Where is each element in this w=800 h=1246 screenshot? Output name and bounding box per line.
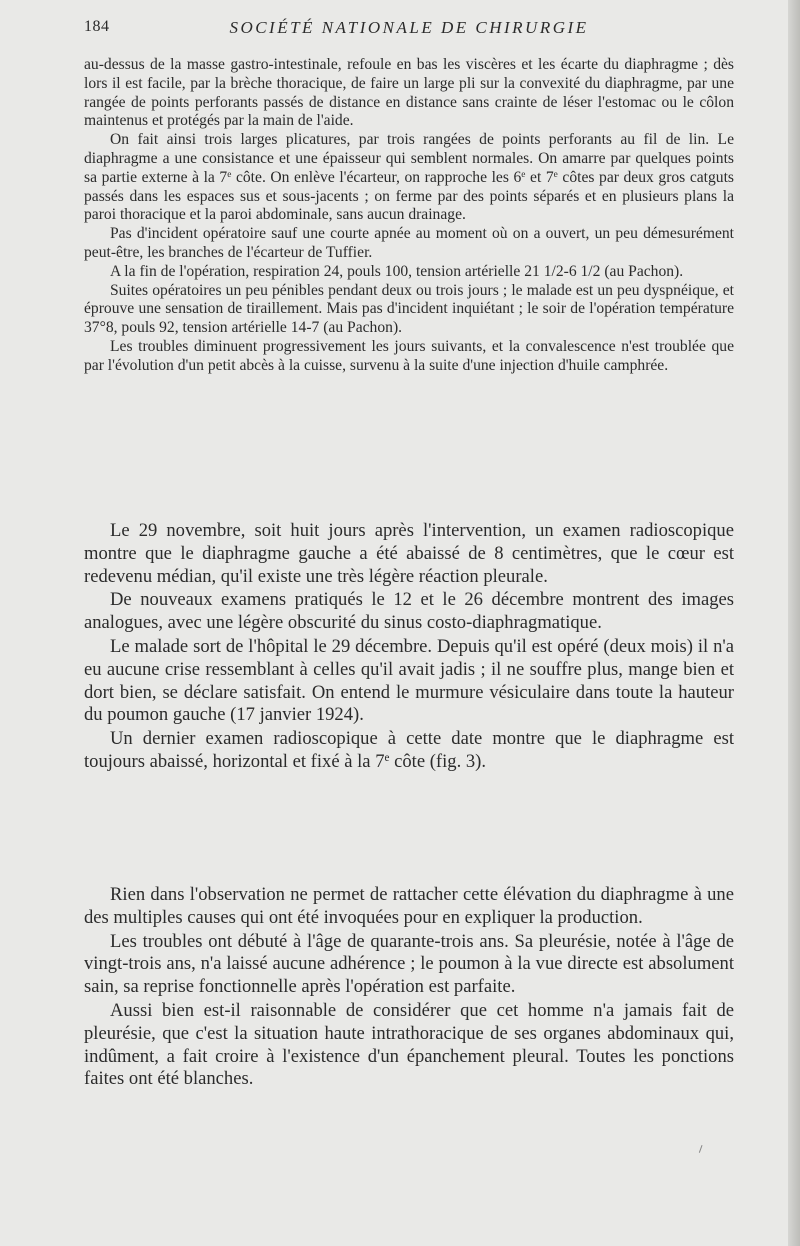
page-header (84, 18, 734, 46)
observation-small-print (84, 56, 734, 376)
radioscopy-section (84, 520, 734, 774)
paragraph-incident: Pas d'incident opératoire sauf une courte apnée au moment où on a ouvert, un peu démesurément peut-être, les branches de l'écarteur de Tuffier. (84, 225, 734, 261)
paragraph-convalescence: Les troubles diminuent progressivement les jours suivants, et la convalescence n'est troublée que par l'évolution d'un petit abcès à la cuisse, survenu à la suite d'une injection d'huile camphrée. (84, 337, 734, 374)
print-speck (699, 1145, 708, 1155)
page-number: 184 (84, 18, 110, 35)
paragraph-postoperative: Suites opératoires un peu pénibles pendant deux ou trois jours ; le malade est un peu dyspnéique, et éprouve une sensation de tiraillement. Mais pas d'incident inquiétant ; le soir de l'opération température 37°8, pouls 92, tension artérielle 14-7 (au Pachon). (84, 281, 734, 337)
paragraph-november-exam: Le 29 novembre, soit huit jours après l'intervention, un examen radioscopique montre que le diaphragme gauche a été abaissé de 8 centimètres, que le cœur est redevenu médian, qu'il existe une très légère réaction pleurale. (84, 520, 734, 587)
paragraph-last-exam: Un dernier examen radioscopique à cette date montre que le diaphragme est toujours abaissé, horizontal et fixé à la 7e côte (fig. 3). (84, 728, 734, 772)
paragraph-continuation: au-dessus de la masse gastro-intestinale, refoule en bas les viscères et les écarte du diaphragme ; dès lors il est facile, par la brèche thoracique, de faire un large pli sur la convexité du diaphragme, par une rangée de points perforants passés de distance en distance sans crainte de léser l'estomac ou le côlon maintenus et protégés par la main de l'aide. (84, 56, 734, 130)
paragraph-conclusion: Aussi bien est-il raisonnable de considérer que cet homme n'a jamais fait de pleurésie, que c'est la situation haute intrathoracique de ses organes abdominaux qui, indûment, a fait croire à l'existence d'un épanchement pleural. Toutes les ponctions faites ont été blanches. (84, 999, 734, 1090)
discussion-section (84, 884, 734, 1091)
paragraph-discharge: Le malade sort de l'hôpital le 29 décembre. Depuis qu'il est opéré (deux mois) il n'a eu aucune crise ressemblant à celles qu'il avait jadis ; il ne souffre plus, mange bien et dort bien, se déclare satisfait. On entend le murmure vésiculaire dans toute la hauteur du poumon gauche (17 janvier 1924). (84, 635, 734, 726)
running-head: SOCIÉTÉ NATIONALE DE CHIRURGIE (229, 18, 589, 37)
paragraph-plicatures: On fait ainsi trois larges plicatures, par trois rangées de points perforants au fil de lin. Le diaphragme a une consistance et une épaisseur qui semblent normales. On amarre par quelques points sa partie externe à la 7e côte. On enlève l'écarteur, on rapproche les 6e et 7e côtes par deux gros catguts passés dans les espaces sus et sous-jacents ; on ferme par des points séparés et en plusieurs plans la paroi thoracique et la paroi abdominale, sans aucun drainage. (84, 131, 734, 224)
paragraph-end-of-operation: A la fin de l'opération, respiration 24, pouls 100, tension artérielle 21 1/2-6 1/2 (au Pachon). (110, 262, 684, 280)
page-edge-shadow (788, 0, 800, 1246)
paragraph-december-exams: De nouveaux examens pratiqués le 12 et le 26 décembre montrent des images analogues, avec une légère obscurité du sinus costo-diaphragmatique. (84, 589, 734, 634)
paragraph-onset: Les troubles ont débuté à l'âge de quarante-trois ans. Sa pleurésie, notée à l'âge de vingt-trois ans, n'a laissé aucune adhérence ; le poumon à la vue directe est absolument sain, sa reprise fonctionnelle après l'opération est parfaite. (84, 930, 734, 998)
paragraph-no-cause: Rien dans l'observation ne permet de rattacher cette élévation du diaphragme à une des multiples causes qui ont été invoquées pour en expliquer la production. (84, 884, 734, 928)
